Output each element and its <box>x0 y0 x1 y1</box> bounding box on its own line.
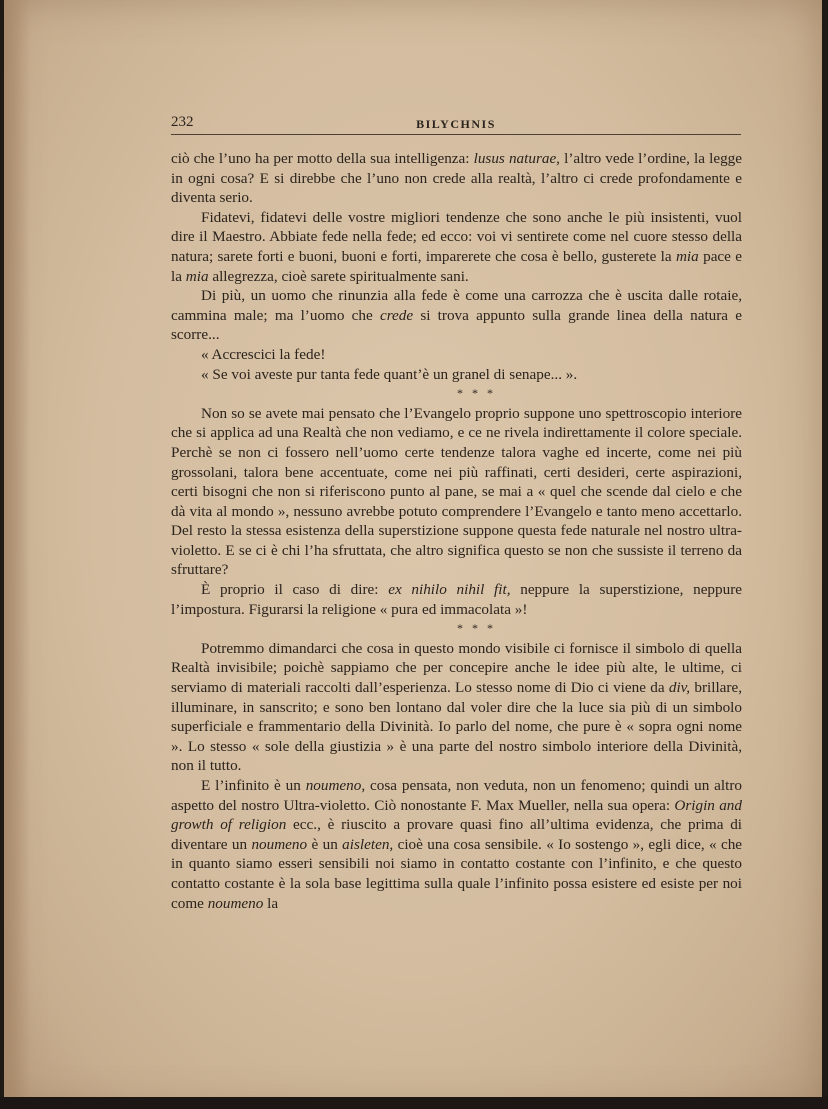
paragraph-continuation <box>171 149 742 208</box>
text-run: È proprio il caso di dire: <box>201 581 379 599</box>
page-binding-edge <box>4 0 30 1109</box>
italic-word: noumeno, <box>305 777 366 794</box>
paragraph <box>171 580 742 619</box>
quotation-line: « Accrescici la fede! <box>201 345 326 363</box>
italic-word: div, <box>668 679 691 697</box>
text-run: Fidatevi, fidatevi delle vostre migliori tendenze che sono anche le più insistenti, vuol dire il Maestro. Abbiate fede nella fede; ed ecco: voi vi sentirete come nel cuore stesso della natura; sarete forti e buoni, buoni e forti, imparerete che cosa è bello, gusterete la <box>171 208 742 265</box>
text-run: Potremmo dimandarci che cosa in questo mondo visibile ci fornisce il simbolo di quella Realtà invisibile; poichè sappiamo che per concepire anche le idee più alte, le ultime, ci serviamo di materiali raccolti dall’esperienza. Lo stesso nome di Dio ci viene da <box>171 639 742 697</box>
paragraph <box>171 286 742 345</box>
text-run: cosa pensata, non veduta, non un fenomeno; quindi un altro aspetto del nostro Ultra-violetto. Ciò nonostante F. Max Mueller, nella sua opera: <box>171 777 743 814</box>
text-run: allegrezza, cioè sarete spiritualmente sani. <box>212 267 469 285</box>
italic-word: aisleten, <box>342 835 394 853</box>
text-run: ciò che l’uno ha per motto della sua intelligenza: <box>171 150 470 167</box>
scan-bottom-edge <box>0 1097 828 1109</box>
paragraph <box>171 776 742 913</box>
paragraph <box>171 208 742 286</box>
text-run: brillare, illuminare, in sanscrito; e sono ben lontano dal voler dire che la luce sia più di un simbolo superficiale e frammentario della Divinità. Io parlo del nome, che pure è « sopra ogni nome ». Lo stesso « sole della giustizia » è una parte del nostro simbolo interiore della Divinità, non il tutto. <box>171 679 743 775</box>
text-run: l’altro vede l’ordine, la legge in ogni cosa? E si direbbe che l’uno non crede alla realtà, l’altro ci crede profondamente e diventa serio. <box>171 150 742 207</box>
text-run: neppure la superstizione, neppure l’impostura. Figurarsi la religione « pura ed immacolata »! <box>171 581 743 618</box>
italic-phrase: lusus naturae, <box>473 150 560 167</box>
italic-word: mia <box>185 267 209 285</box>
text-run: cioè una cosa sensibile. « Io sostengo », egli dice, « che in quanto siamo esseri sensibili noi siamo in contatto costante con l’infinito, e che questo contatto costante è la sola base legittima sulla quale l’infinito possa esistere ed esiste per noi come <box>171 835 743 912</box>
page-number: 232 <box>171 114 194 130</box>
body-text <box>171 149 742 921</box>
paragraph: Non so se avete mai pensato che l’Evangelo proprio suppone uno spettroscopio interiore che si applica ad una Realtà che non vediamo, e ce ne rivela indirettamente il colore speciale. Perchè se non ci fossero nell’uomo certe tendenze talora vaghe ed incerte, come nei più grossolani, talora bene accentuate, come nei più raffinati, certi desideri, certe aspirazioni, certi bisogni che non si riferiscono punto al pane, se mai a « quel che scende dal cielo e che dà vita al mondo », nessuno avrebbe potuto comprendere l’Evangelo e tanto meno accettarlo. Del resto la stessa esistenza della superstizione suppone questa fede naturale nel nostro ultra-violetto. E se ci è chi l’ha sfruttata, che altro significa questo se non che sussiste il terreno da sfruttare? <box>171 404 742 579</box>
page-header <box>171 112 741 134</box>
text-run: ecc., è riuscito a provare quasi fino all’ultima evidenza, che prima di diventare un <box>171 816 743 853</box>
quotation-line: « Se voi aveste pur tanta fede quant’è un granel di senape... ». <box>201 365 578 383</box>
italic-word: noumeno <box>251 835 308 853</box>
text-run: si trova appunto sulla grande linea della natura e scorre... <box>171 306 743 344</box>
header-rule <box>171 134 741 135</box>
text-run: E l’infinito è un <box>201 777 301 794</box>
italic-word: crede <box>379 306 414 324</box>
italic-word: mia <box>675 247 699 265</box>
text-run: Di più, un uomo che rinunzia alla fede è come una carrozza che è uscita dalle rotaie, cammina male; ma l’uomo che <box>171 287 742 324</box>
italic-title: Origin and growth of religion <box>171 796 742 834</box>
running-head: BILYCHNIS <box>416 117 496 131</box>
text-run: pace e la <box>171 247 742 285</box>
paragraph <box>171 639 742 776</box>
page-end-space <box>171 913 742 921</box>
text-run: la <box>267 894 279 912</box>
italic-phrase: ex nihilo nihil fit, <box>388 581 511 599</box>
section-separator: * * * <box>457 621 496 636</box>
italic-word: noumeno <box>207 894 264 912</box>
text-run: è un <box>311 835 338 853</box>
section-separator: * * * <box>457 386 496 401</box>
